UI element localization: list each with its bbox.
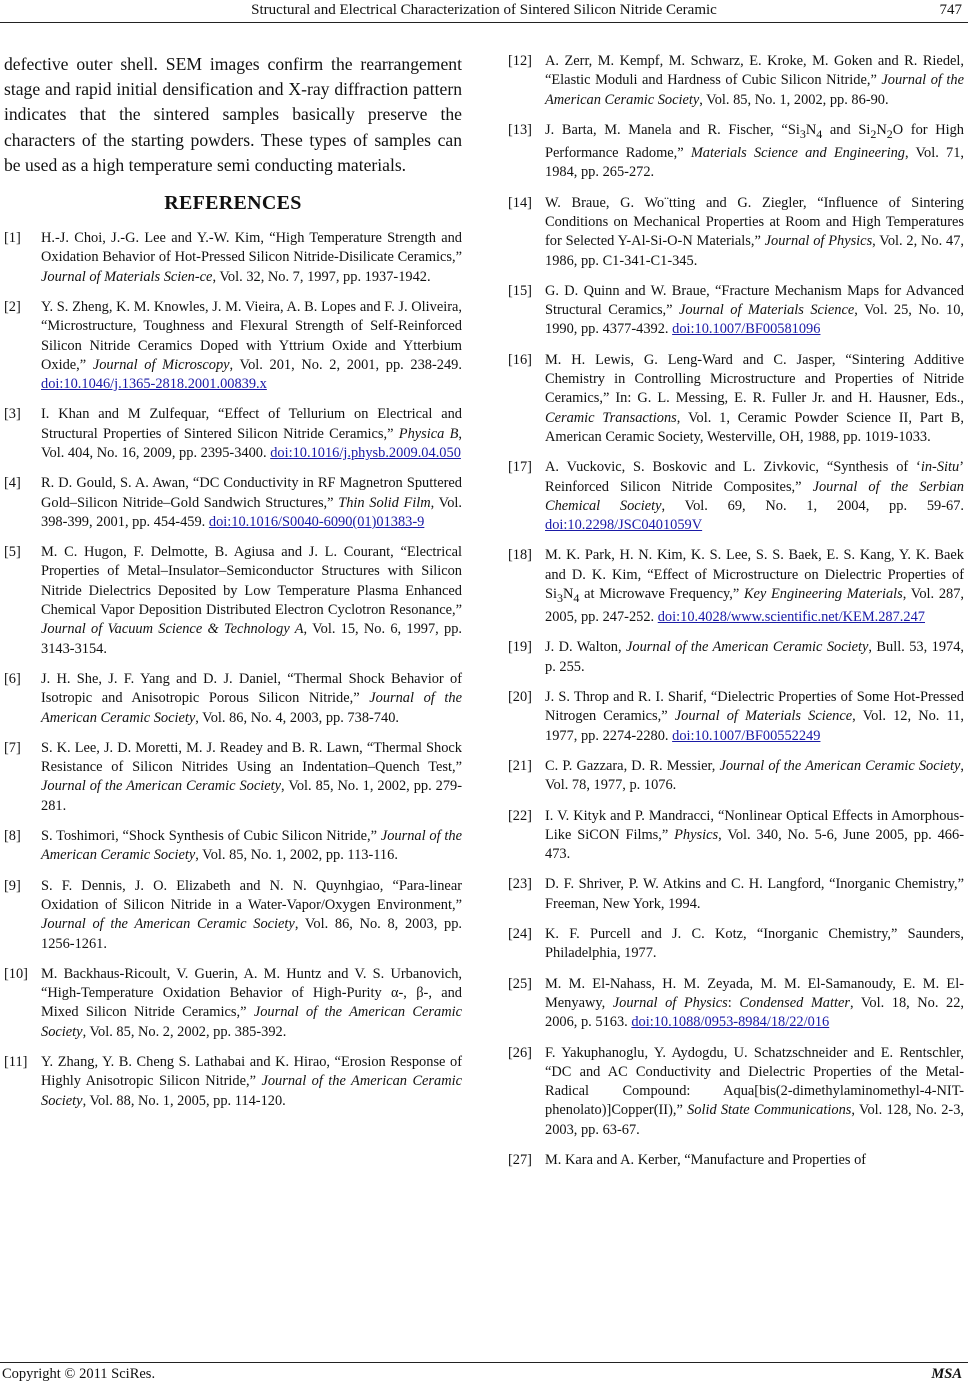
reference-number: [17] xyxy=(508,459,532,476)
journal-title: Journal of the American Ceramic Society xyxy=(41,1004,462,1040)
reference-segment: , Vol. 85, No. 2, 2002, pp. 385-392. xyxy=(82,1023,287,1040)
reference-text xyxy=(41,1053,462,1111)
reference-segment: S. F. Dennis, J. O. Elizabeth and N. N. Quynhgiao, “Para-linear Oxidation of Silicon Nitride in a Water-Vapor/Oxygen Environment,” xyxy=(41,877,462,913)
journal-title: Solid State Communications xyxy=(687,1102,852,1119)
reference-number: [1] xyxy=(4,230,21,247)
reference-entry xyxy=(508,875,964,914)
right-column xyxy=(508,52,964,1181)
reference-number: [11] xyxy=(4,1054,28,1070)
journal-title: Journal of the American Ceramic Society xyxy=(41,690,462,726)
doi-link[interactable]: doi:10.1007/BF00581096 xyxy=(672,321,821,338)
reference-segment: , Vol. 404, No. 16, 2009, pp. 2395-3400. xyxy=(41,425,463,461)
reference-segment: , Vol. 1, Ceramic Powder Science II, Part B, American Ceramic Society, Westerville, OH, 1988, pp. 1019-1033. xyxy=(545,409,964,445)
journal-title: Physica B xyxy=(398,425,459,442)
reference-number: [8] xyxy=(4,828,21,845)
reference-number: [14] xyxy=(508,194,532,211)
reference-text xyxy=(545,194,964,271)
reference-entry xyxy=(508,975,964,1033)
copyright-notice: Copyright © 2011 SciRes. xyxy=(2,1366,156,1382)
reference-segment: N xyxy=(563,586,574,602)
reference-text xyxy=(545,121,964,183)
reference-segment: , Vol. 18, No. 22, 2006, p. 5163. xyxy=(545,994,965,1031)
doi-link[interactable]: doi:10.2298/JSC0401059V xyxy=(545,517,703,534)
reference-number: [3] xyxy=(4,406,21,423)
reference-segment: , Vol. 85, No. 1, 2002, pp. 113-116. xyxy=(195,847,398,864)
journal-title: Key Engineering Materials xyxy=(743,586,903,602)
reference-number: [2] xyxy=(4,298,21,315)
reference-segment: , Vol. 2, No. 47, 1986, pp. C1-341-C1-345. xyxy=(545,233,964,269)
journal-abbrev: MSA xyxy=(931,1366,962,1382)
reference-segment: , Vol. 69, No. 1, 2004, pp. 59-67. xyxy=(661,497,964,514)
running-header xyxy=(0,0,968,22)
reference-segment: G. D. Quinn and W. Braue, “Fracture Mechanism Maps for Advanced Structural Ceramics,” xyxy=(545,282,964,319)
reference-segment: , Vol. 15, No. 6, 1997, pp. 3143-3154. xyxy=(41,621,462,657)
doi-link[interactable]: doi:10.4028/www.scientific.net/KEM.287.247 xyxy=(657,609,925,626)
journal-title: Journal of the American Ceramic Society xyxy=(41,828,462,864)
reference-segment: N xyxy=(876,121,887,138)
reference-segment: , Vol. 201, No. 2, 2001, pp. 238-249. xyxy=(229,356,462,373)
reference-text xyxy=(41,965,462,1042)
reference-segment: , Vol. 340, No. 5-6, June 2005, pp. 466-473. xyxy=(545,826,964,863)
reference-text xyxy=(545,925,964,964)
reference-number: [22] xyxy=(508,807,532,824)
reference-entry xyxy=(4,670,462,728)
reference-entry xyxy=(4,965,462,1042)
reference-entry xyxy=(508,458,964,535)
reference-segment: M. M. El-Nahass, H. M. Zeyada, M. M. El-Samanoudy, E. M. El-Menyawy, xyxy=(545,975,964,1011)
footer-rule xyxy=(0,1362,968,1363)
reference-segment: : xyxy=(727,994,740,1011)
reference-text xyxy=(545,688,964,746)
reference-segment: C. P. Gazzara, D. R. Messier, xyxy=(545,757,720,774)
journal-title: Journal of the Serbian Chemical Society xyxy=(545,478,964,514)
reference-number: [23] xyxy=(508,876,532,893)
reference-segment: , Vol. 71, 1984, pp. 265-272. xyxy=(545,145,964,181)
journal-title: Journal of Materials Science xyxy=(674,708,853,725)
reference-entry xyxy=(508,638,964,677)
reference-entry xyxy=(4,405,462,463)
reference-segment: J. S. Throp and R. I. Sharif, “Dielectric Properties of Some Hot-Pressed Nitrogen Ceramics,” xyxy=(545,689,964,725)
journal-title: Condensed Matter xyxy=(739,994,850,1011)
reference-segment: M. C. Hugon, F. Delmotte, B. Agiusa and J. L. Courant, “Electrical Properties of Metal–Insulator–Semiconductor Structures with Silicon Nitride Dielectrics Deposited by Low Temperature Plasma Enhanced Chemical Vapor Deposition Distributed Electron Cyclotron Resonance,” xyxy=(41,544,462,619)
reference-text xyxy=(41,474,462,532)
journal-title: Journal of Physics xyxy=(764,233,873,250)
reference-number: [27] xyxy=(508,1152,532,1168)
reference-segment: , Vol. 88, No. 1, 2005, pp. 114-120. xyxy=(82,1092,286,1109)
reference-entry xyxy=(508,1151,964,1170)
reference-text xyxy=(41,670,462,728)
doi-link[interactable]: doi:10.1088/0953-8984/18/22/016 xyxy=(631,1014,830,1031)
journal-title: Journal of Materials Science xyxy=(679,302,855,319)
reference-segment: , Vol. 85, No. 1, 2002, pp. 86-90. xyxy=(699,91,889,108)
reference-text xyxy=(545,757,964,796)
reference-number: [7] xyxy=(4,739,21,756)
reference-segment: , Vol. 12, No. 11, 1977, pp. 2274-2280. xyxy=(545,708,965,744)
reference-segment: M. K. Park, H. N. Kim, K. S. Lee, S. S. Baek, E. S. Kang, Y. K. Baek and D. K. Kim, “Effect of Microstructure on Dielectric Properties of Si xyxy=(545,547,964,602)
journal-title: Journal of Physics xyxy=(612,994,728,1011)
reference-segment: M. Kara and A. Kerber, “Manufacture and Properties of xyxy=(545,1152,867,1168)
header-rule xyxy=(0,22,968,23)
reference-segment: , Vol. 86, No. 4, 2003, pp. 738-740. xyxy=(195,709,399,726)
reference-segment: R. D. Gould, S. A. Awan, “DC Conductivity in RF Magnetron Sputtered Gold–Silicon Nitride–Gold Sandwich Structures,” xyxy=(41,475,462,511)
journal-title: Thin Solid Film xyxy=(338,494,431,511)
reference-segment: , Vol. 128, No. 2-3, 2003, pp. 63-67. xyxy=(545,1102,964,1138)
reference-entry xyxy=(508,757,964,796)
subscript: 2 xyxy=(886,126,893,141)
reference-segment: Y. S. Zheng, K. M. Knowles, J. M. Vieira, A. B. Lopes and F. J. Oliveira, “Microstructure, Toughness and Flexural Strength of Self-Reinforced Silicon Nitride Ceramics Doped with Yttrium Oxide and Ytterbium Oxide,” xyxy=(41,298,462,373)
reference-number: [15] xyxy=(508,282,532,299)
reference-entry xyxy=(508,807,964,865)
reference-entry xyxy=(508,925,964,964)
reference-text xyxy=(545,546,964,627)
reference-segment: J. Barta, M. Manela and R. Fischer, “Si xyxy=(545,121,800,138)
reference-text xyxy=(545,52,964,110)
reference-segment: D. F. Shriver, P. W. Atkins and C. H. Langford, “Inorganic Chemistry,” Freeman, New York, 1994. xyxy=(545,876,964,912)
running-title: Structural and Electrical Characterization of Sintered Silicon Nitride Ceramic xyxy=(251,2,717,18)
journal-title: Journal of the American Ceramic Society xyxy=(41,1073,462,1109)
reference-text xyxy=(41,229,462,287)
reference-segment: , Vol. 287, 2005, pp. 247-252. xyxy=(545,586,964,626)
reference-segment: K. F. Purcell and J. C. Kotz, “Inorganic Chemistry,” Saunders, Philadelphia, 1977. xyxy=(545,926,964,962)
reference-segment: M. Backhaus-Ricoult, V. Guerin, A. M. Huntz and V. S. Urbanovich, “High-Temperature Oxidation Behavior of High-Purity α-, β-, and Mixed Silicon Nitride Ceramics,” xyxy=(41,965,462,1021)
subscript: 3 xyxy=(799,126,806,141)
reference-segment: J. H. She, J. F. Yang and D. J. Daniel, “Thermal Shock Behavior of Isotropic and Anisotropic Porous Silicon Nitride,” xyxy=(41,670,462,707)
doi-link[interactable]: doi:10.1007/BF00552249 xyxy=(672,727,821,744)
reference-text xyxy=(545,1151,964,1170)
journal-title: Ceramic Transactions xyxy=(545,409,677,426)
reference-entry xyxy=(508,194,964,271)
reference-segment: , Vol. 78, 1977, p. 1076. xyxy=(545,757,964,794)
page-number: 747 xyxy=(939,2,962,18)
reference-segment: A. Vuckovic, S. Boskovic and L. Zivkovic, “Synthesis of ‘ xyxy=(545,459,921,476)
reference-entry xyxy=(4,543,462,659)
reference-segment: , Vol. 398-399, 2001, pp. 454-459. xyxy=(41,494,462,530)
reference-number: [5] xyxy=(4,544,21,561)
reference-entry xyxy=(508,1044,964,1140)
journal-title: Physics xyxy=(674,826,719,843)
reference-text xyxy=(41,827,462,866)
journal-title: Journal of Microscopy xyxy=(92,356,230,373)
reference-segment: , Bull. 53, 1974, p. 255. xyxy=(545,639,965,675)
reference-segment: at Microwave Frequency,” xyxy=(579,586,744,602)
reference-text xyxy=(41,543,462,659)
reference-segment: J. D. Walton, xyxy=(545,639,626,656)
subscript: 4 xyxy=(573,590,580,605)
reference-segment: I. V. Kityk and P. Mandracci, “Nonlinear Optical Effects in Amorphous-Like SiCON Films,” xyxy=(545,807,964,843)
reference-number: [25] xyxy=(508,975,532,992)
reference-number: [19] xyxy=(508,639,532,656)
reference-text xyxy=(545,351,964,447)
reference-entry xyxy=(4,474,462,532)
reference-text xyxy=(545,875,964,914)
reference-number: [26] xyxy=(508,1044,532,1061)
reference-entry xyxy=(4,827,462,866)
reference-text xyxy=(545,975,964,1033)
reference-number: [24] xyxy=(508,926,532,943)
reference-segment: , Vol. 86, No. 8, 2003, pp. 1256-1261. xyxy=(41,916,463,952)
reference-segment: , Vol. 85, No. 1, 2002, pp. 279-281. xyxy=(41,778,463,814)
reference-segment: W. Braue, G. Wo¨tting and G. Ziegler, “Influence of Sintering Conditions on Mechanical Properties at Room and High Temperatures for Selected Y-Al-Si-O-N Materials,” xyxy=(545,194,964,250)
reference-number: [16] xyxy=(508,351,532,368)
reference-entry xyxy=(508,121,964,183)
reference-text xyxy=(41,739,462,816)
reference-segment: S. Toshimori, “Shock Synthesis of Cubic Silicon Nitride,” xyxy=(41,828,381,845)
reference-entry xyxy=(508,688,964,746)
reference-number: [13] xyxy=(508,121,532,138)
doi-link[interactable]: doi:10.1016/S0040-6090(01)01383-9 xyxy=(208,513,425,530)
reference-number: [6] xyxy=(4,670,21,687)
reference-entry xyxy=(4,877,462,954)
reference-segment: and Si xyxy=(822,121,871,138)
reference-list-left xyxy=(4,229,462,1111)
reference-segment: A. Zerr, M. Kempf, M. Schwarz, E. Kroke, M. Goken and R. Riedel, “Elastic Moduli and Hardness of Cubic Silicon Nitride,” xyxy=(545,53,964,89)
reference-entry xyxy=(508,351,964,447)
reference-segment: O for High Performance Radome,” xyxy=(545,121,964,162)
journal-title: Materials Science and Engineering xyxy=(690,145,905,162)
reference-segment: H.-J. Choi, J.-G. Lee and Y.-W. Kim, “High Temperature Strength and Oxidation Behavior of Hot-Pressed Silicon Nitride-Disilicate Ceramics,” xyxy=(41,230,462,266)
reference-text xyxy=(545,807,964,865)
reference-number: [4] xyxy=(4,475,21,492)
subscript: 4 xyxy=(816,126,823,141)
reference-number: [20] xyxy=(508,689,532,706)
reference-list-right xyxy=(508,52,964,1170)
reference-segment: Y. Zhang, Y. B. Cheng S. Lathabai and K. Hirao, “Erosion Response of Highly Anisotropic Silicon Nitride,” xyxy=(41,1054,462,1090)
reference-segment: S. K. Lee, J. D. Moretti, M. J. Readey and B. R. Lawn, “Thermal Shock Resistance of Silicon Nitrides Using an Indentation–Quench Test,” xyxy=(41,739,462,776)
journal-title: Journal of the American Ceramic Society xyxy=(625,639,869,656)
reference-text xyxy=(545,458,964,535)
reference-number: [21] xyxy=(508,757,532,774)
reference-segment: , Vol. 32, No. 7, 1997, pp. 1937-1942. xyxy=(212,268,431,285)
reference-entry xyxy=(508,52,964,110)
subscript: 2 xyxy=(870,126,877,141)
journal-title: Journal of Vacuum Science & Technology A xyxy=(41,621,304,638)
reference-text xyxy=(41,298,462,394)
reference-entry xyxy=(4,229,462,287)
reference-entry xyxy=(4,298,462,394)
doi-link[interactable]: doi:10.1016/j.physb.2009.04.050 xyxy=(270,444,461,461)
references-heading: REFERENCES xyxy=(164,192,302,215)
journal-title: Journal of the American Ceramic Society xyxy=(41,778,282,795)
journal-title: Journal of Materials Scien-ce xyxy=(41,268,213,285)
journal-title: Journal of the American Ceramic Society xyxy=(545,72,964,108)
reference-text xyxy=(545,282,964,340)
page-footer xyxy=(0,1366,968,1384)
reference-entry xyxy=(508,282,964,340)
reference-number: [10] xyxy=(4,965,28,982)
reference-text xyxy=(41,405,462,463)
reference-entry xyxy=(508,546,964,627)
doi-link[interactable]: doi:10.1046/j.1365-2818.2001.00839.x xyxy=(41,376,267,393)
reference-entry xyxy=(4,1053,462,1111)
journal-title: Journal of the American Ceramic Society xyxy=(41,916,295,933)
reference-text xyxy=(41,877,462,954)
reference-segment: F. Yakuphanoglu, Y. Aydogdu, U. Schatzschneider and E. Rentschler, “DC and AC Conductivity and Dielectric Properties of the Metal-Radical Compound: Aqua[bis(2-dimethylaminomethyl-4-NIT-phenolato)]Copper(II),” xyxy=(545,1044,964,1119)
reference-segment: ’ Reinforced Silicon Nitride Composites,” xyxy=(545,459,964,495)
reference-number: [12] xyxy=(508,53,532,69)
reference-text xyxy=(545,1044,964,1140)
reference-number: [9] xyxy=(4,877,21,894)
reference-segment: M. H. Lewis, G. Leng-Ward and C. Jasper, “Sintering Additive Chemistry in Controlling Microstructure and Properties of Nitride Ceramics,” In: G. L. Messing, E. R. Fuller Jr. and H. Hausner, Eds., xyxy=(545,351,964,407)
subscript: 3 xyxy=(557,590,564,605)
reference-segment: I. Khan and M Zulfequar, “Effect of Tellurium on Electrical and Structural Properties of Sintered Silicon Nitride Ceramics,” xyxy=(41,406,462,442)
reference-number: [18] xyxy=(508,547,532,564)
reference-segment: N xyxy=(805,121,817,138)
reference-segment: , Vol. 25, No. 10, 1990, pp. 4377-4392. xyxy=(545,302,965,338)
reference-text xyxy=(545,638,964,677)
journal-title: in-Situ xyxy=(920,459,960,476)
conclusion-paragraph: defective outer shell. SEM images confirm the rearrangement stage and rapid initial densification and X-ray diffraction pattern indicates that the sintered samples basically preserve the characters of the starting powders. These types of samples can be used as a high temperature semi conducting materials. xyxy=(4,54,462,175)
journal-title: Journal of the American Ceramic Society xyxy=(719,757,961,774)
left-column xyxy=(4,52,462,1122)
reference-entry xyxy=(4,739,462,816)
